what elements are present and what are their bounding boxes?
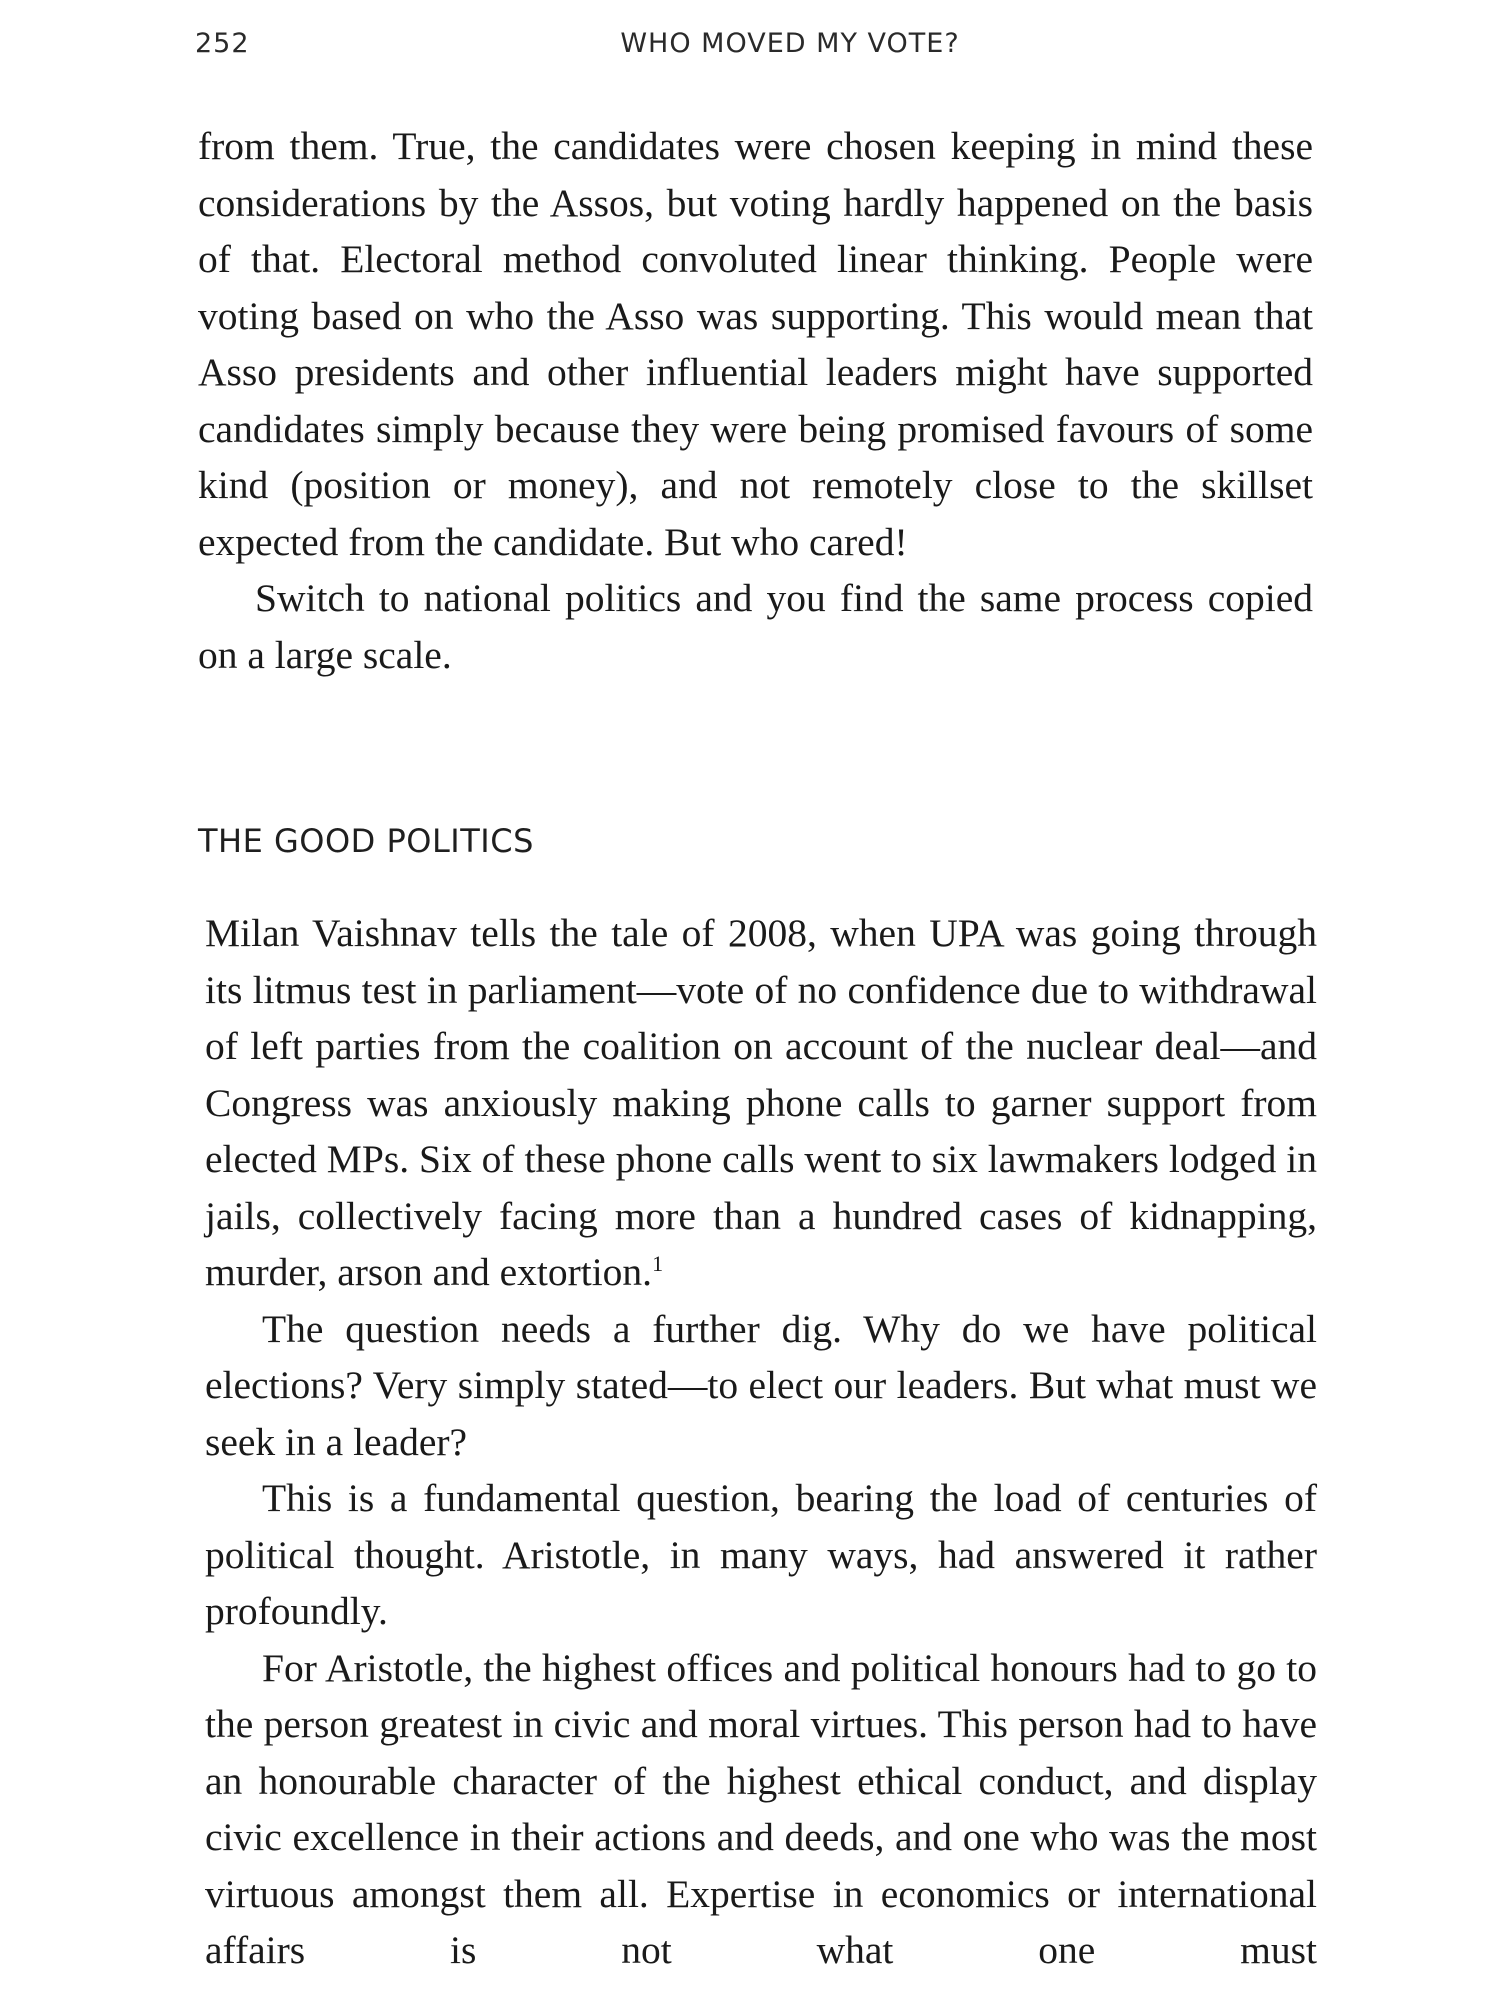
page-number: 252 [195,28,250,59]
section-heading: THE GOOD POLITICS [198,822,534,860]
paragraph-continued: from them. True, the candidates were chosen keeping in mind these considerations by the Assos, but voting hardly happened on the basis of that. Electoral method convoluted linear thinking. People were voting based on who the Asso was supporting. This would mean that Asso presidents and other influential leaders might have supported candidates simply because they were being promised favours of some kind (position or money), and not remotely close to the skillset expected from the candidate. But who cared! [198,124,1313,564]
paragraph: The question needs a further dig. Why do we have political elections? Very simply stated—to elect our leaders. But what must we seek in a leader? [205,1306,1317,1464]
paragraph-text: Milan Vaishnav tells the tale of 2008, when UPA was going through its litmus test in parliament—vote of no confidence due to withdrawal of left parties from the coalition on account of the nuclear deal—and Congress was anxiously making phone calls to garner support from elected MPs. Six of these phone calls went to six lawmakers lodged in jails, collectively facing more than a hundred cases of kidnapping, murder, arson and extortion. [205,911,1317,1294]
paragraph: Switch to national politics and you find the same process copied on a large scale. [198,576,1313,677]
body-text-section-2 [205,905,1317,1979]
footnote-marker: 1 [652,1250,664,1276]
paragraph-with-footnote [205,905,1317,1301]
body-text-section-1 [198,118,1313,683]
running-head [195,28,1325,68]
book-title: WHO MOVED MY VOTE? [620,28,960,59]
paragraph: For Aristotle, the highest offices and political honours had to go to the person greatest in civic and moral virtues. This person had to have an honourable character of the highest ethical conduct, and display civic excellence in their actions and deeds, and one who was the most virtuous amongst them all. Expertise in economics or international affairs is not what one must [205,1645,1317,1972]
paragraph: This is a fundamental question, bearing the load of centuries of political thought. Aristotle, in many ways, had answered it rather profoundly. [205,1476,1317,1633]
